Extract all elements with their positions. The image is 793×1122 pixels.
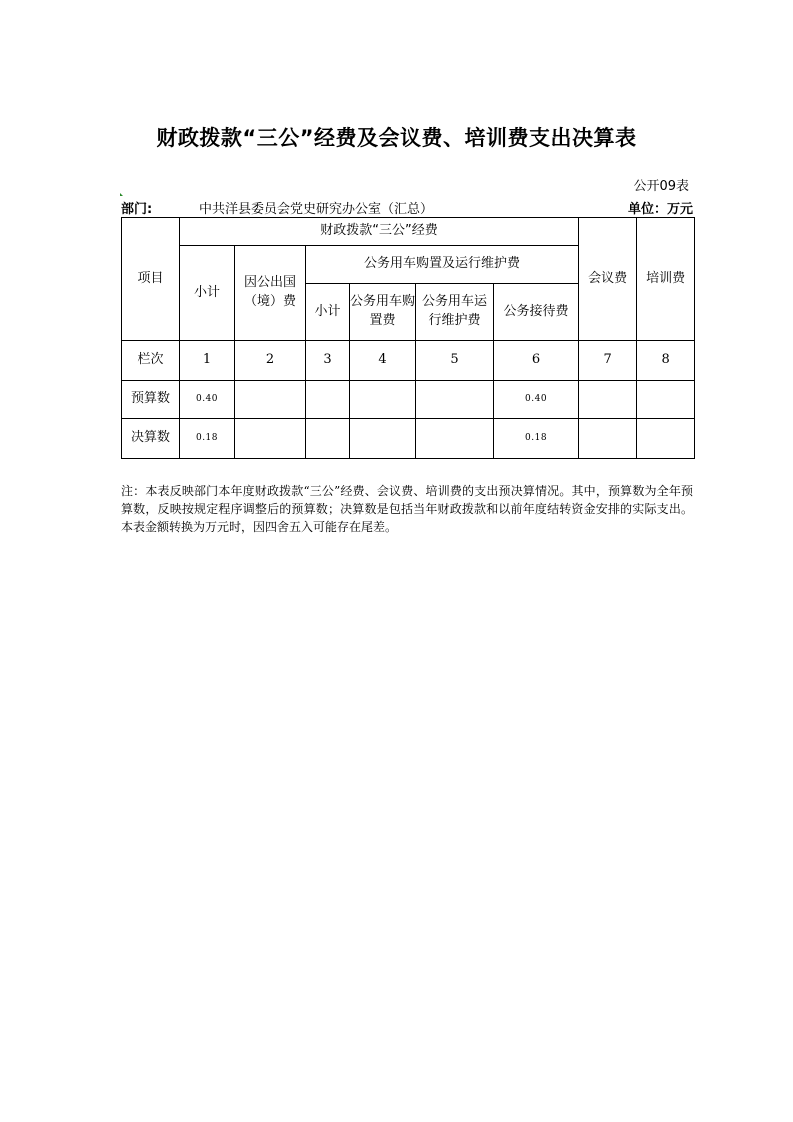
final-value — [235, 419, 306, 459]
final-value — [416, 419, 494, 459]
page-title: 财政拨款“三公”经费及会议费、培训费支出决算表 — [156, 126, 637, 150]
department-name: 中共洋县委员会党史研究办公室（汇总） — [199, 202, 434, 217]
header-subtotal: 小计 — [180, 246, 235, 341]
column-number: 4 — [350, 341, 416, 381]
budget-value — [416, 381, 494, 419]
header-vehicle: 公务用车购置及运行维护费 — [306, 246, 579, 284]
department-row — [121, 198, 693, 216]
final-value: 0.18 — [180, 419, 235, 459]
budget-value: 0.40 — [180, 381, 235, 419]
header-vehicle-purchase: 公务用车购置费 — [350, 284, 416, 341]
final-value — [579, 419, 637, 459]
column-row-label: 栏次 — [122, 341, 180, 381]
table-row-final — [122, 419, 695, 459]
final-value — [637, 419, 695, 459]
header-vehicle-subtotal: 小计 — [306, 284, 350, 341]
header-sangong: 财政拨款“三公”经费 — [180, 218, 579, 246]
budget-value — [235, 381, 306, 419]
budget-value — [579, 381, 637, 419]
budget-value — [350, 381, 416, 419]
budget-value: 0.40 — [494, 381, 579, 419]
column-number: 7 — [579, 341, 637, 381]
header-meeting: 会议费 — [579, 218, 637, 341]
column-number: 6 — [494, 341, 579, 381]
row-label-budget: 预算数 — [122, 381, 180, 419]
expense-table — [121, 217, 695, 459]
column-number: 3 — [306, 341, 350, 381]
header-training: 培训费 — [637, 218, 695, 341]
final-value: 0.18 — [494, 419, 579, 459]
header-vehicle-operation: 公务用车运行维护费 — [416, 284, 494, 341]
department-label: 部门: — [121, 202, 153, 217]
table-note: 注：本表反映部门本年度财政拨款“三公”经费、会议费、培训费的支出预决算情况。其中，预算数为全年预算数，反映按规定程序调整后的预算数；决算数是包括当年财政拨款和以前年度结转资金安排的实际支出。本表金额转换为万元时，因四舍五入可能存在尾差。 — [121, 484, 693, 534]
header-item: 项目 — [122, 218, 180, 341]
table-row-budget — [122, 381, 695, 419]
final-value — [350, 419, 416, 459]
budget-value — [637, 381, 695, 419]
column-number: 2 — [235, 341, 306, 381]
column-number: 1 — [180, 341, 235, 381]
final-value — [306, 419, 350, 459]
row-label-final: 决算数 — [122, 419, 180, 459]
column-number: 8 — [637, 341, 695, 381]
table-number: 公开09表 — [633, 179, 689, 194]
header-reception: 公务接待费 — [494, 284, 579, 341]
header-abroad: 因公出国（境）费 — [235, 246, 306, 341]
unit-label: 单位：万元 — [627, 202, 693, 217]
column-number: 5 — [416, 341, 494, 381]
cell-marker — [120, 193, 123, 196]
budget-value — [306, 381, 350, 419]
